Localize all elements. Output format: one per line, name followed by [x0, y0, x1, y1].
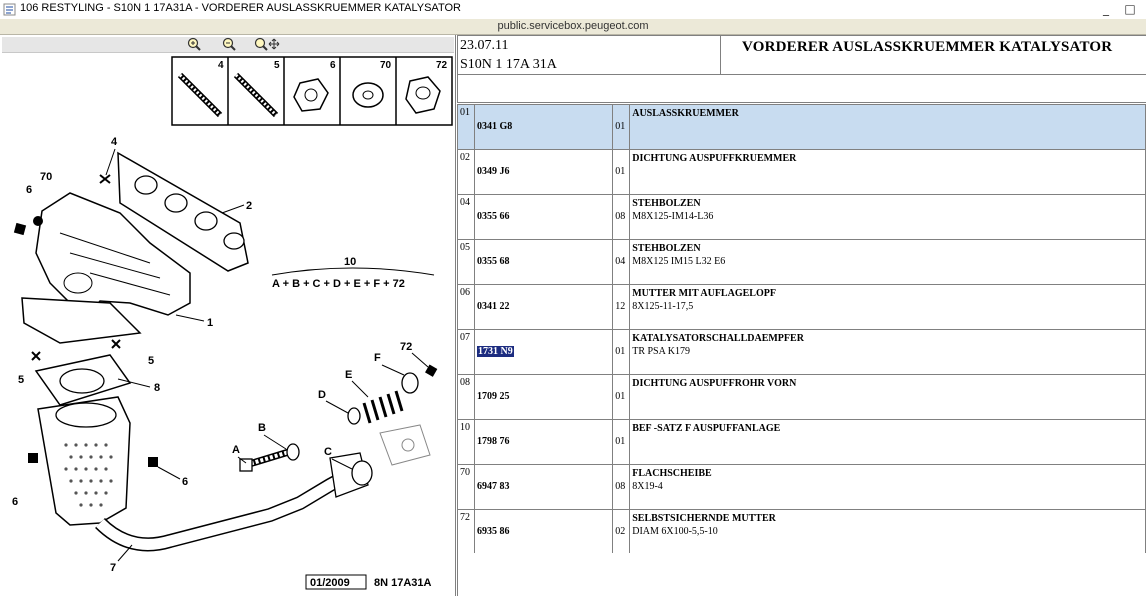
label-72: 72 [400, 341, 413, 353]
label-F: F [374, 352, 381, 364]
part-name: AUSLASSKRUEMMER [632, 108, 739, 119]
diagram-date: 01/2009 [310, 577, 350, 589]
sheet-subheader [457, 75, 1146, 103]
part-spec: DIAM 6X100-5,5-10 [632, 526, 718, 537]
part-spec: M8X125-IM14-L36 [632, 211, 714, 222]
part-index: 05 [460, 242, 470, 253]
sheet-date: 23.07.11 [460, 38, 509, 53]
part-reference[interactable]: 0341 G8 [477, 121, 513, 132]
part-spec: 8X125-11-17,5 [632, 301, 694, 312]
part-name: DICHTUNG AUSPUFFKRUEMMER [632, 153, 797, 164]
table-row[interactable] [458, 510, 1146, 555]
label-4: 4 [111, 136, 118, 148]
exploded-parts-diagram [0, 53, 455, 596]
part-reference[interactable]: 1709 25 [477, 391, 510, 402]
sheet-header [457, 35, 1146, 75]
part-quantity: 08 [615, 211, 626, 222]
part-name: BEF -SATZ F AUSPUFFANLAGE [632, 423, 781, 434]
page-url: public.servicebox.peugeot.com [497, 20, 649, 32]
sheet-header-left [458, 36, 721, 74]
part-quantity: 04 [615, 256, 626, 267]
window-title-bar [0, 0, 1146, 20]
part-reference[interactable]: 0349 J6 [477, 166, 510, 177]
label-70: 70 [40, 171, 53, 183]
label-C: C [324, 446, 332, 458]
address-bar [0, 19, 1146, 35]
callout-label: 70 [380, 60, 392, 71]
table-row[interactable] [458, 330, 1146, 375]
part-name: SELBSTSICHERNDE MUTTER [632, 513, 776, 524]
diagram-pane [0, 35, 456, 596]
callout-label: 6 [330, 60, 336, 71]
part-index: 72 [460, 512, 470, 523]
part-index: 70 [460, 467, 470, 478]
part-quantity: 01 [615, 391, 626, 402]
table-row[interactable] [458, 375, 1146, 420]
label-6: 6 [26, 184, 33, 196]
part-index: 06 [460, 287, 470, 298]
table-row[interactable] [458, 240, 1146, 285]
zoom-in-icon[interactable] [185, 37, 203, 52]
table-row[interactable] [458, 150, 1146, 195]
callout-label: 72 [436, 60, 448, 71]
part-index: 02 [460, 152, 470, 163]
washer-icon [353, 83, 383, 107]
label-6: 6 [12, 496, 19, 508]
table-row[interactable] [458, 420, 1146, 465]
part-quantity: 08 [615, 481, 626, 492]
part-name: KATALYSATORSCHALLDAEMPFER [632, 333, 804, 344]
part-name: DICHTUNG AUSPUFFROHR VORN [632, 378, 797, 389]
label-2: 2 [246, 200, 253, 212]
part-quantity: 01 [615, 166, 626, 177]
kit-formula: A + B + C + D + E + F + 72 [272, 278, 405, 290]
label-B: B [258, 422, 266, 434]
part-reference-highlighted[interactable]: 1731 N9 [478, 346, 513, 357]
part-spec: TR PSA K179 [632, 346, 691, 357]
part-index: 01 [460, 107, 470, 118]
label-5: 5 [18, 374, 25, 386]
part-name: MUTTER MIT AUFLAGELOPF [632, 288, 776, 299]
zoom-pan-icon[interactable] [252, 37, 282, 52]
part-quantity: 01 [615, 436, 626, 447]
part-reference[interactable]: 6935 86 [477, 526, 510, 537]
zoom-out-icon[interactable] [220, 37, 238, 52]
window-title: 106 RESTYLING - S10N 1 17A31A - VORDERER AUSLASSKRUEMMER KATALYSATOR [20, 2, 461, 14]
part-index: 08 [460, 377, 470, 388]
label-8: 8 [154, 382, 161, 394]
part-reference[interactable]: 6947 83 [477, 481, 510, 492]
callout-label: 5 [274, 60, 280, 71]
label-10: 10 [344, 256, 357, 268]
page-title: VORDERER AUSLASSKRUEMMER KATALYSATOR [742, 39, 1113, 55]
catalytic-converter-drawing [38, 397, 368, 544]
table-row[interactable] [458, 105, 1146, 150]
part-name: STEHBOLZEN [632, 198, 701, 209]
table-row[interactable] [458, 195, 1146, 240]
part-index: 04 [460, 197, 470, 208]
label-D: D [318, 389, 326, 401]
label-5: 5 [148, 355, 155, 367]
part-quantity: 01 [615, 121, 626, 132]
part-reference[interactable]: 0355 68 [477, 256, 510, 267]
table-row[interactable] [458, 285, 1146, 330]
parts-table [457, 104, 1146, 555]
part-index: 07 [460, 332, 470, 343]
label-1: 1 [207, 317, 214, 329]
part-spec: 8X19-4 [632, 481, 663, 492]
part-quantity: 12 [615, 301, 626, 312]
label-E: E [345, 369, 353, 381]
part-name: FLACHSCHEIBE [632, 468, 712, 479]
part-reference[interactable]: 1798 76 [477, 436, 510, 447]
table-row[interactable] [458, 465, 1146, 510]
maximize-button[interactable]: □ [1124, 2, 1136, 16]
table-footer-space [457, 553, 1146, 596]
part-index: 10 [460, 422, 470, 433]
label-6: 6 [182, 476, 189, 488]
callout-label: 4 [218, 60, 224, 71]
minimize-button[interactable]: _ [1103, 2, 1109, 16]
part-reference[interactable]: 0355 66 [477, 211, 510, 222]
part-quantity: 01 [615, 346, 626, 357]
callout-box [172, 57, 452, 125]
part-spec: M8X125 IM15 L32 E6 [632, 256, 726, 267]
label-7: 7 [110, 562, 117, 574]
part-name: STEHBOLZEN [632, 243, 701, 254]
app-icon [3, 3, 16, 16]
zoom-toolbar [2, 37, 454, 53]
sheet-code: S10N 1 17A 31A [460, 57, 557, 72]
part-reference[interactable]: 0341 22 [477, 301, 510, 312]
part-quantity: 02 [615, 526, 626, 537]
label-A: A [232, 444, 240, 456]
diagram-code: 8N 17A31A [374, 577, 432, 589]
